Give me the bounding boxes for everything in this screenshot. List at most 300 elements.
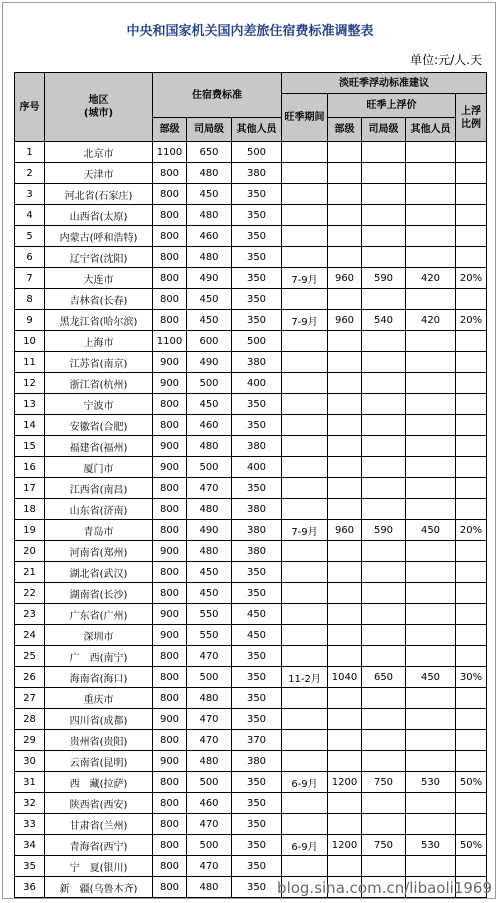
row-number: 12 — [15, 373, 45, 394]
row-region: 西 藏(拉萨) — [45, 772, 153, 793]
row-raise-ratio — [456, 709, 487, 730]
row-peak-period — [282, 646, 328, 667]
row-peak-other — [406, 709, 456, 730]
row-bureau-rate: 600 — [187, 331, 232, 352]
row-number: 16 — [15, 457, 45, 478]
unit-label: 单位:元/人.天 — [410, 53, 482, 67]
row-dept-rate: 800 — [153, 772, 187, 793]
row-dept-rate: 800 — [153, 499, 187, 520]
row-peak-other — [406, 625, 456, 646]
row-raise-ratio — [456, 394, 487, 415]
table-row — [15, 541, 487, 562]
row-raise-ratio — [456, 436, 487, 457]
row-peak-bureau — [362, 751, 406, 772]
table-row — [15, 856, 487, 877]
row-peak-dept — [328, 478, 362, 499]
row-peak-period — [282, 289, 328, 310]
row-peak-other — [406, 730, 456, 751]
row-other-rate: 350 — [232, 583, 282, 604]
row-dept-rate: 1100 — [153, 142, 187, 163]
header-peak-bureau: 司局级 — [362, 118, 406, 142]
row-peak-other — [406, 751, 456, 772]
row-number: 19 — [15, 520, 45, 541]
row-peak-bureau — [362, 373, 406, 394]
row-region: 宁 夏(银川) — [45, 856, 153, 877]
row-number: 34 — [15, 835, 45, 856]
row-number: 11 — [15, 352, 45, 373]
row-bureau-rate: 480 — [187, 688, 232, 709]
table-row — [15, 604, 487, 625]
table-row — [15, 835, 487, 856]
row-peak-bureau — [362, 478, 406, 499]
row-region: 山西省(太原) — [45, 205, 153, 226]
row-other-rate: 370 — [232, 730, 282, 751]
row-raise-ratio — [456, 478, 487, 499]
table-row — [15, 646, 487, 667]
row-dept-rate: 900 — [153, 709, 187, 730]
row-peak-other — [406, 331, 456, 352]
row-region: 湖南省(长沙) — [45, 583, 153, 604]
row-peak-bureau — [362, 625, 406, 646]
row-bureau-rate: 490 — [187, 268, 232, 289]
row-peak-other: 450 — [406, 520, 456, 541]
row-peak-dept — [328, 289, 362, 310]
row-number: 31 — [15, 772, 45, 793]
row-peak-dept — [328, 499, 362, 520]
row-peak-period — [282, 142, 328, 163]
row-peak-dept: 1200 — [328, 835, 362, 856]
row-peak-bureau — [362, 436, 406, 457]
page-title: 中央和国家机关国内差旅住宿费标准调整表 — [126, 24, 374, 39]
row-peak-bureau — [362, 793, 406, 814]
row-peak-period — [282, 373, 328, 394]
row-other-rate: 350 — [232, 646, 282, 667]
row-bureau-rate: 450 — [187, 562, 232, 583]
row-region: 四川省(成都) — [45, 709, 153, 730]
row-dept-rate: 800 — [153, 814, 187, 835]
row-peak-other: 420 — [406, 268, 456, 289]
row-other-rate: 350 — [232, 772, 282, 793]
row-bureau-rate: 500 — [187, 667, 232, 688]
row-peak-dept — [328, 562, 362, 583]
row-peak-dept — [328, 415, 362, 436]
row-raise-ratio: 20% — [456, 268, 487, 289]
header-seq: 序号 — [15, 73, 45, 142]
row-region: 青岛市 — [45, 520, 153, 541]
row-bureau-rate: 650 — [187, 142, 232, 163]
row-other-rate: 400 — [232, 373, 282, 394]
row-peak-period: 6-9月 — [282, 772, 328, 793]
row-peak-other — [406, 289, 456, 310]
row-peak-other — [406, 394, 456, 415]
row-other-rate: 380 — [232, 520, 282, 541]
row-region: 湖北省(武汉) — [45, 562, 153, 583]
row-peak-period — [282, 352, 328, 373]
lodging-table — [14, 72, 487, 898]
row-raise-ratio — [456, 688, 487, 709]
row-peak-other — [406, 373, 456, 394]
row-raise-ratio — [456, 646, 487, 667]
row-dept-rate: 900 — [153, 352, 187, 373]
row-region: 广东省(广州) — [45, 604, 153, 625]
row-bureau-rate: 460 — [187, 415, 232, 436]
row-peak-dept — [328, 604, 362, 625]
row-number: 20 — [15, 541, 45, 562]
row-region: 上海市 — [45, 331, 153, 352]
row-raise-ratio — [456, 499, 487, 520]
row-peak-other — [406, 142, 456, 163]
row-bureau-rate: 470 — [187, 856, 232, 877]
row-dept-rate: 800 — [153, 856, 187, 877]
row-dept-rate: 900 — [153, 436, 187, 457]
row-peak-other: 530 — [406, 772, 456, 793]
row-peak-dept: 1040 — [328, 667, 362, 688]
row-peak-dept — [328, 184, 362, 205]
row-raise-ratio — [456, 457, 487, 478]
row-peak-bureau: 750 — [362, 835, 406, 856]
row-number: 5 — [15, 226, 45, 247]
header-dept: 部级 — [153, 118, 187, 142]
row-peak-bureau: 750 — [362, 772, 406, 793]
row-raise-ratio — [456, 583, 487, 604]
header-peak-raise: 旺季上浮价 — [328, 94, 456, 118]
row-dept-rate: 900 — [153, 373, 187, 394]
row-peak-dept — [328, 373, 362, 394]
row-peak-other — [406, 499, 456, 520]
row-dept-rate: 900 — [153, 604, 187, 625]
row-number: 13 — [15, 394, 45, 415]
row-peak-period — [282, 184, 328, 205]
table-row — [15, 772, 487, 793]
table-row — [15, 709, 487, 730]
row-other-rate: 350 — [232, 184, 282, 205]
row-bureau-rate: 480 — [187, 436, 232, 457]
row-other-rate: 350 — [232, 310, 282, 331]
row-peak-other — [406, 415, 456, 436]
row-bureau-rate: 450 — [187, 394, 232, 415]
row-peak-dept — [328, 814, 362, 835]
row-peak-bureau — [362, 457, 406, 478]
row-peak-period — [282, 709, 328, 730]
row-other-rate: 380 — [232, 436, 282, 457]
row-peak-dept — [328, 856, 362, 877]
table-row — [15, 268, 487, 289]
table-row — [15, 394, 487, 415]
row-peak-other — [406, 226, 456, 247]
row-peak-other — [406, 247, 456, 268]
row-region: 云南省(昆明) — [45, 751, 153, 772]
row-number: 35 — [15, 856, 45, 877]
header-bureau: 司局级 — [187, 118, 232, 142]
row-peak-other — [406, 604, 456, 625]
row-peak-period — [282, 457, 328, 478]
row-number: 30 — [15, 751, 45, 772]
row-peak-other — [406, 352, 456, 373]
table-row — [15, 478, 487, 499]
row-dept-rate: 800 — [153, 688, 187, 709]
row-number: 15 — [15, 436, 45, 457]
row-number: 29 — [15, 730, 45, 751]
row-number: 33 — [15, 814, 45, 835]
table-row — [15, 688, 487, 709]
row-peak-dept — [328, 205, 362, 226]
row-dept-rate: 800 — [153, 583, 187, 604]
row-number: 27 — [15, 688, 45, 709]
row-peak-dept — [328, 793, 362, 814]
row-raise-ratio — [456, 352, 487, 373]
row-number: 18 — [15, 499, 45, 520]
row-raise-ratio: 20% — [456, 520, 487, 541]
row-number: 36 — [15, 877, 45, 898]
row-raise-ratio — [456, 541, 487, 562]
table-row — [15, 331, 487, 352]
row-peak-bureau: 650 — [362, 667, 406, 688]
row-peak-bureau — [362, 226, 406, 247]
header-other: 其他人员 — [232, 118, 282, 142]
row-raise-ratio — [456, 184, 487, 205]
row-other-rate: 350 — [232, 226, 282, 247]
row-region: 江苏省(南京) — [45, 352, 153, 373]
header-raise-ratio: 上浮 比例 — [456, 94, 487, 142]
row-peak-dept — [328, 646, 362, 667]
row-region: 广 西(南宁) — [45, 646, 153, 667]
row-peak-period: 11-2月 — [282, 667, 328, 688]
row-region: 青海省(西宁) — [45, 835, 153, 856]
row-number: 9 — [15, 310, 45, 331]
row-peak-dept — [328, 226, 362, 247]
row-bureau-rate: 470 — [187, 730, 232, 751]
row-number: 10 — [15, 331, 45, 352]
row-region: 山东省(济南) — [45, 499, 153, 520]
row-region: 天津市 — [45, 163, 153, 184]
row-peak-dept — [328, 583, 362, 604]
row-raise-ratio — [456, 604, 487, 625]
row-bureau-rate: 490 — [187, 352, 232, 373]
row-peak-other — [406, 856, 456, 877]
row-number: 28 — [15, 709, 45, 730]
row-bureau-rate: 500 — [187, 835, 232, 856]
row-peak-other — [406, 688, 456, 709]
row-peak-other — [406, 541, 456, 562]
row-peak-period — [282, 247, 328, 268]
table-row — [15, 625, 487, 646]
row-raise-ratio — [456, 793, 487, 814]
row-bureau-rate: 460 — [187, 226, 232, 247]
row-number: 7 — [15, 268, 45, 289]
row-peak-bureau — [362, 814, 406, 835]
row-peak-period — [282, 205, 328, 226]
row-dept-rate: 900 — [153, 541, 187, 562]
row-other-rate: 450 — [232, 604, 282, 625]
row-other-rate: 350 — [232, 478, 282, 499]
row-peak-dept — [328, 247, 362, 268]
row-number: 32 — [15, 793, 45, 814]
table-row — [15, 583, 487, 604]
row-number: 4 — [15, 205, 45, 226]
row-raise-ratio — [456, 415, 487, 436]
table-row — [15, 436, 487, 457]
row-peak-bureau — [362, 331, 406, 352]
row-peak-bureau — [362, 352, 406, 373]
row-bureau-rate: 500 — [187, 457, 232, 478]
row-region: 福建省(福州) — [45, 436, 153, 457]
row-peak-period: 7-9月 — [282, 520, 328, 541]
table-row — [15, 457, 487, 478]
row-other-rate: 380 — [232, 751, 282, 772]
row-peak-dept — [328, 688, 362, 709]
row-peak-other: 450 — [406, 667, 456, 688]
row-region: 河南省(郑州) — [45, 541, 153, 562]
row-peak-period — [282, 583, 328, 604]
row-region: 北京市 — [45, 142, 153, 163]
table-row — [15, 247, 487, 268]
row-peak-period — [282, 793, 328, 814]
row-raise-ratio: 30% — [456, 667, 487, 688]
row-raise-ratio: 50% — [456, 772, 487, 793]
row-peak-bureau — [362, 856, 406, 877]
row-peak-other: 530 — [406, 835, 456, 856]
row-peak-dept: 960 — [328, 520, 362, 541]
row-peak-bureau — [362, 541, 406, 562]
row-region: 河北省(石家庄) — [45, 184, 153, 205]
row-peak-dept: 960 — [328, 268, 362, 289]
row-region: 深圳市 — [45, 625, 153, 646]
row-dept-rate: 800 — [153, 835, 187, 856]
row-other-rate: 350 — [232, 268, 282, 289]
row-other-rate: 350 — [232, 394, 282, 415]
row-peak-dept — [328, 709, 362, 730]
row-number: 1 — [15, 142, 45, 163]
table-row — [15, 184, 487, 205]
row-dept-rate: 900 — [153, 751, 187, 772]
row-peak-other — [406, 436, 456, 457]
row-bureau-rate: 450 — [187, 583, 232, 604]
row-region: 大连市 — [45, 268, 153, 289]
table-row — [15, 289, 487, 310]
row-other-rate: 350 — [232, 415, 282, 436]
header-peak-dept: 部级 — [328, 118, 362, 142]
row-region: 新 疆(乌鲁木齐) — [45, 877, 153, 898]
row-peak-bureau — [362, 289, 406, 310]
row-peak-dept — [328, 457, 362, 478]
row-raise-ratio — [456, 751, 487, 772]
table-row — [15, 163, 487, 184]
row-other-rate: 350 — [232, 247, 282, 268]
row-bureau-rate: 480 — [187, 877, 232, 898]
row-bureau-rate: 490 — [187, 520, 232, 541]
row-peak-period — [282, 730, 328, 751]
row-region: 安徽省(合肥) — [45, 415, 153, 436]
row-other-rate: 350 — [232, 562, 282, 583]
row-dept-rate: 800 — [153, 877, 187, 898]
row-other-rate: 350 — [232, 835, 282, 856]
table-row — [15, 562, 487, 583]
row-peak-period: 7-9月 — [282, 310, 328, 331]
row-bureau-rate: 480 — [187, 247, 232, 268]
table-row — [15, 310, 487, 331]
table-row — [15, 751, 487, 772]
row-bureau-rate: 480 — [187, 541, 232, 562]
row-bureau-rate: 470 — [187, 709, 232, 730]
row-other-rate: 350 — [232, 877, 282, 898]
table-row — [15, 814, 487, 835]
row-raise-ratio — [456, 289, 487, 310]
row-other-rate: 380 — [232, 499, 282, 520]
row-peak-dept — [328, 625, 362, 646]
row-peak-bureau — [362, 247, 406, 268]
row-raise-ratio — [456, 625, 487, 646]
row-peak-bureau — [362, 142, 406, 163]
row-region: 黑龙江省(哈尔滨) — [45, 310, 153, 331]
header-peak-other: 其他人员 — [406, 118, 456, 142]
row-raise-ratio — [456, 331, 487, 352]
row-raise-ratio: 20% — [456, 310, 487, 331]
row-peak-period — [282, 415, 328, 436]
table-row — [15, 730, 487, 751]
row-peak-period — [282, 751, 328, 772]
row-region: 贵州省(贵阳) — [45, 730, 153, 751]
row-number: 25 — [15, 646, 45, 667]
row-peak-other — [406, 793, 456, 814]
row-peak-period — [282, 478, 328, 499]
row-bureau-rate: 480 — [187, 205, 232, 226]
row-bureau-rate: 460 — [187, 793, 232, 814]
row-bureau-rate: 450 — [187, 184, 232, 205]
row-other-rate: 350 — [232, 709, 282, 730]
row-peak-dept — [328, 352, 362, 373]
row-peak-period: 7-9月 — [282, 268, 328, 289]
row-dept-rate: 800 — [153, 520, 187, 541]
row-peak-period — [282, 688, 328, 709]
row-peak-period — [282, 394, 328, 415]
row-dept-rate: 800 — [153, 184, 187, 205]
table-body — [15, 142, 487, 898]
table-row — [15, 373, 487, 394]
row-peak-bureau — [362, 205, 406, 226]
watermark: blog.sina.com.cn/libaoli1969 — [277, 879, 492, 897]
row-bureau-rate: 480 — [187, 163, 232, 184]
table-row — [15, 793, 487, 814]
row-region: 浙江省(杭州) — [45, 373, 153, 394]
row-peak-bureau — [362, 184, 406, 205]
header-peak-period: 旺季期间 — [282, 94, 328, 142]
row-region: 甘肃省(兰州) — [45, 814, 153, 835]
row-bureau-rate: 550 — [187, 604, 232, 625]
table-row — [15, 415, 487, 436]
row-other-rate: 350 — [232, 793, 282, 814]
row-peak-bureau — [362, 730, 406, 751]
row-other-rate: 380 — [232, 541, 282, 562]
row-other-rate: 380 — [232, 163, 282, 184]
row-raise-ratio — [456, 247, 487, 268]
row-peak-bureau — [362, 499, 406, 520]
row-raise-ratio — [456, 562, 487, 583]
row-peak-period: 6-9月 — [282, 835, 328, 856]
row-dept-rate: 800 — [153, 562, 187, 583]
row-peak-other — [406, 646, 456, 667]
row-bureau-rate: 470 — [187, 646, 232, 667]
row-dept-rate: 800 — [153, 163, 187, 184]
row-peak-bureau: 590 — [362, 520, 406, 541]
row-dept-rate: 800 — [153, 289, 187, 310]
row-other-rate: 450 — [232, 625, 282, 646]
row-peak-bureau — [362, 163, 406, 184]
row-peak-period — [282, 163, 328, 184]
row-peak-bureau — [362, 415, 406, 436]
row-number: 6 — [15, 247, 45, 268]
row-number: 24 — [15, 625, 45, 646]
row-peak-other — [406, 478, 456, 499]
